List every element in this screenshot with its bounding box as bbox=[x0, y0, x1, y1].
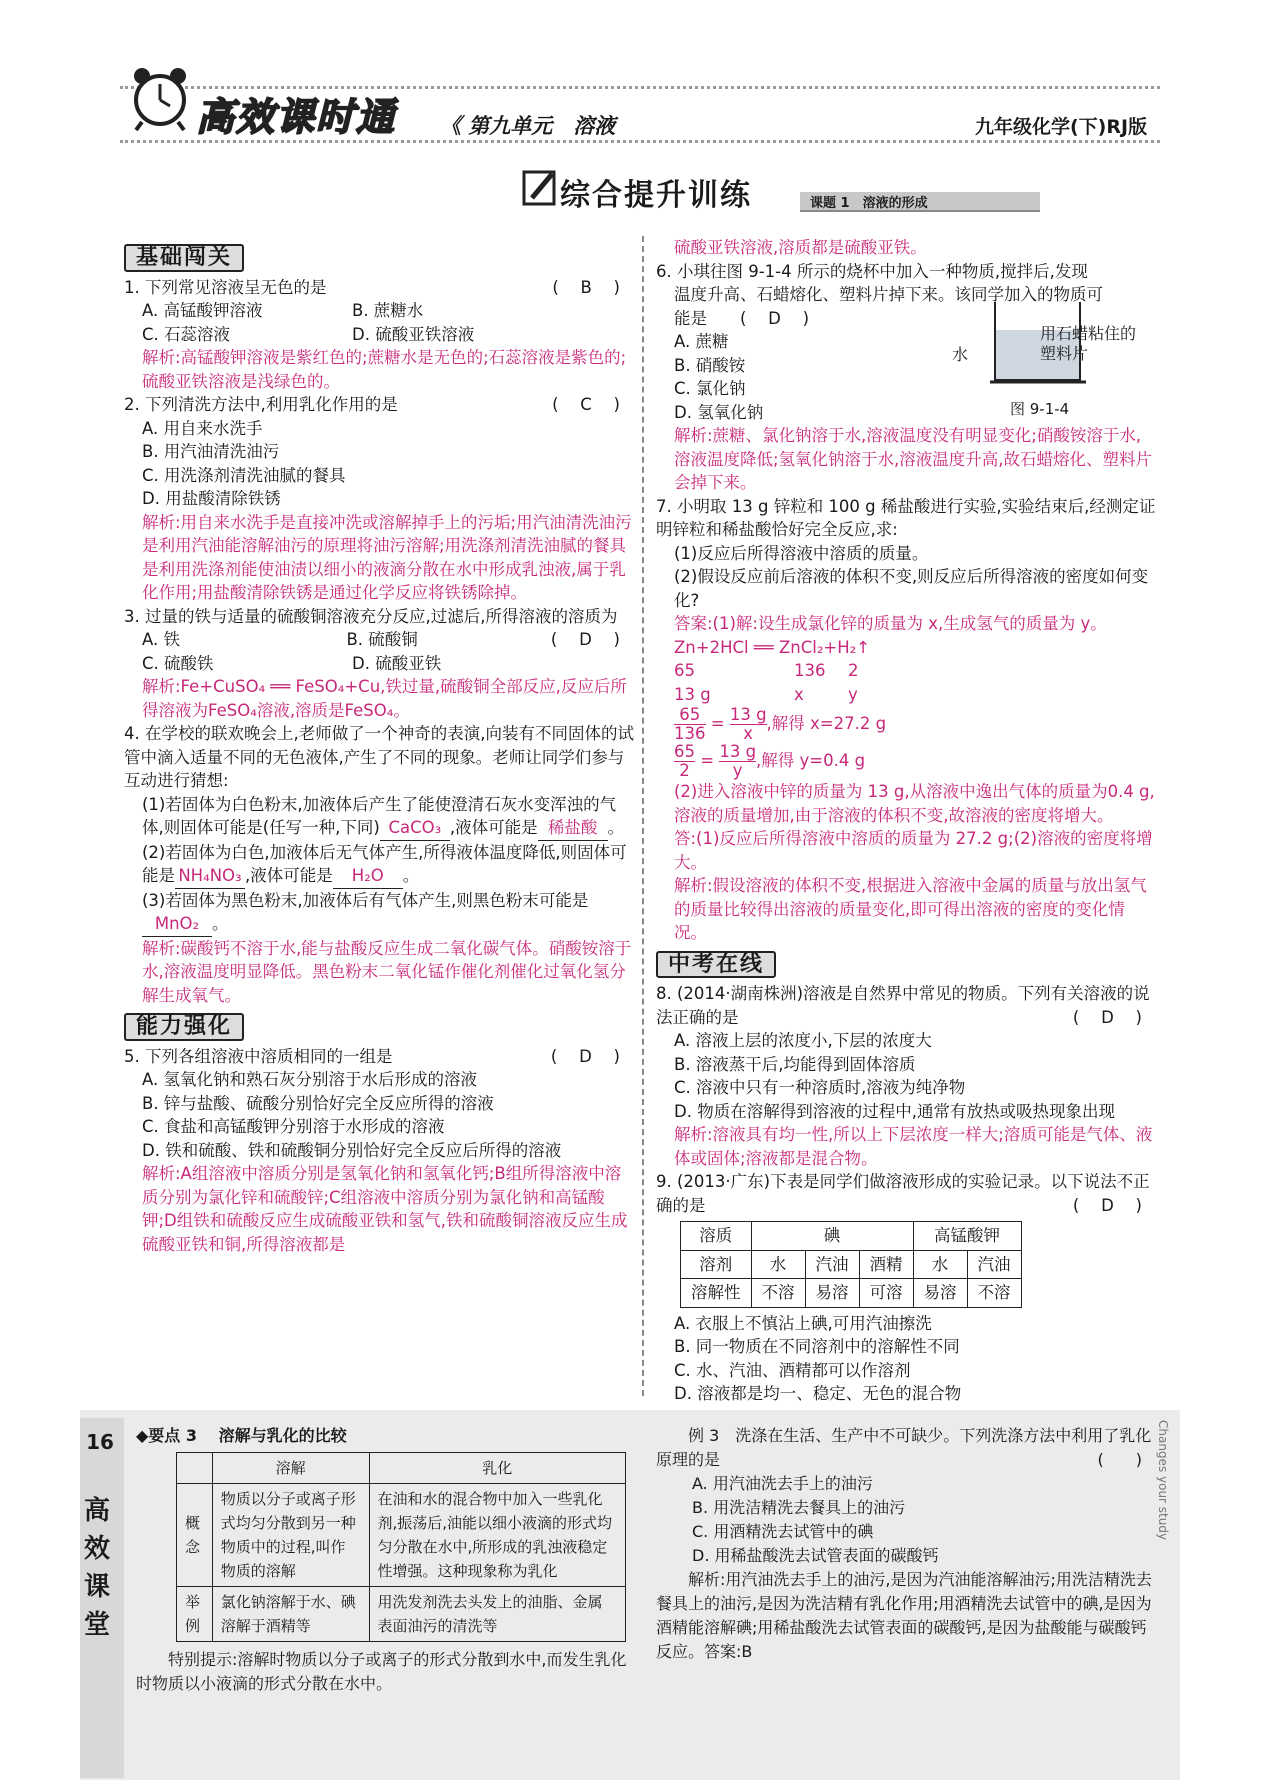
option: C. 水、汽油、酒精都可以作溶剂 bbox=[674, 1360, 911, 1380]
analysis: 解析:高锰酸钾溶液是紫红色的;蔗糖水是无色的;石蕊溶液是紫色的;硫酸亚铁溶液是浅绿色的。 bbox=[142, 348, 627, 391]
question-2: 2. 下列清洗方法中,利用乳化作用的是 ( C ) bbox=[124, 395, 620, 414]
analysis: 解析:假设溶液的体积不变,根据进入溶液中金属的质量与放出氢气的质量比较得出溶液的质量变化,即可得出溶液的密度的变化情况。 bbox=[674, 876, 1147, 942]
side-char: 课 bbox=[84, 1572, 111, 1602]
option: A. 铁 bbox=[142, 630, 180, 649]
question-3: 3. 过量的铁与适量的硫酸铜溶液充分反应,过滤后,所得溶液的溶质为 ( D ) bbox=[124, 606, 620, 649]
option: A. 高锰酸钾溶液 bbox=[142, 301, 263, 320]
analysis: 解析:溶液具有均一性,所以上下层浓度一样大;溶质可能是气体、液体或固体;溶液都是混合物。 bbox=[674, 1125, 1153, 1168]
side-char: 效 bbox=[84, 1534, 111, 1564]
question-6-line: 温度升高、石蜡熔化、塑料片掉下来。该同学加入的物质可 bbox=[674, 285, 1103, 304]
option: D. 硫酸亚铁溶液 bbox=[352, 324, 475, 344]
key-point bbox=[136, 1424, 636, 1696]
option: B. 硝酸铵 bbox=[674, 355, 746, 375]
vertical-slogan: Changes your study bbox=[1156, 1420, 1170, 1541]
special-tip: 特别提示:溶解时物质以分子或离子的形式分散到水中,而发生乳化时物质以小液滴的形式分散在水中。 bbox=[136, 1650, 627, 1693]
column-divider bbox=[642, 236, 644, 1396]
analysis: 解析:Fe+CuSO₄ ══ FeSO₄+Cu,铁过量,硫酸铜全部反应,反应后所得溶液为FeSO₄溶液,溶质是FeSO₄。 bbox=[142, 677, 627, 720]
option: A. 用自来水洗手 bbox=[142, 418, 263, 438]
option: C. 用酒精洗去试管中的碘 bbox=[692, 1522, 874, 1541]
section-badge-exam: 中考在线 bbox=[656, 951, 776, 979]
unit-title: 《 第九单元 溶液 bbox=[440, 114, 616, 138]
option: B. 用洗洁精洗去餐具上的油污 bbox=[692, 1498, 906, 1517]
option: A. 氢氧化钠和熟石灰分别溶于水后形成的溶液 bbox=[142, 1070, 477, 1089]
solubility-table: 溶质 碘 高锰酸钾 溶剂 水 汽油 酒精 水 汽油 溶解性 不溶 易溶 可溶 易溶 不溶 bbox=[680, 1221, 1022, 1308]
question-4-part-3: (3)若固体为黑色粉末,加液体后有气体产生,则黑色粉末可能是MnO₂ 。 bbox=[124, 889, 634, 937]
option: B. 同一物质在不同溶剂中的溶解性不同 bbox=[674, 1337, 960, 1356]
question-7-part: (1)反应后所得溶液中溶质的质量。 bbox=[674, 543, 929, 563]
topic-label: 课题 1 溶液的形成 bbox=[810, 196, 928, 211]
analysis: 解析:碳酸钙不溶于水,能与盐酸反应生成二氧化碳气体。硝酸铵溶于水,溶液温度明显降低。黑色粉末二氧化锰作催化剂催化过氧化氢分解生成氧气。 bbox=[142, 938, 632, 1005]
question-4-part-2: (2)若固体为白色,加液体后无气体产生,所得液体温度降低,则固体可能是 NH₄NO₃ ,液体可能是 H₂O 。 bbox=[124, 841, 634, 889]
fraction-equation: $\frac{65}{2}$ = $\frac{13 g}{y}$ ,解得 y=0.4 g bbox=[674, 742, 866, 780]
question-4: 4. 在学校的联欢晚会上,老师做了一个神奇的表演,向装有不同固体的试管中滴入适量不同的无色液体,产生了不同的现象。老师让同学们参与互动进行猜想: bbox=[124, 724, 634, 790]
section-badge-ability: 能力强化 bbox=[124, 1013, 244, 1041]
analysis-continued: 硫酸亚铁溶液,溶质都是硫酸亚铁。 bbox=[674, 238, 927, 257]
question-5: 5. 下列各组溶液中溶质相同的一组是 ( D ) bbox=[124, 1046, 620, 1066]
question-7-part: (2)假设反应前后溶液的体积不变,则反应后所得溶液的密度如何变化? bbox=[674, 567, 1149, 610]
option: C. 氯化钠 bbox=[674, 379, 746, 398]
example-3 bbox=[656, 1424, 1156, 1664]
comparison-table: 溶解 乳化 概念 物质以分子或离子形式均匀分散到另一种物质中的过程,叫作物质的溶解 在油和水的混合物中加入一些乳化剂,振荡后,油能以细小液滴的形式均匀分散在水中,所形成的乳浊液稳定性增强。这种现象称为乳化 举例 氯化钠溶解于水、碘溶解于酒精等 用洗发剂洗去头发上的油脂、金属表面油污的清洗等 bbox=[176, 1452, 626, 1642]
option: C. 石蕊溶液 bbox=[142, 324, 231, 344]
analysis: 解析:A组溶液中溶质分别是氢氧化钠和氢氧化钙;B组所得溶液中溶质分别为氯化锌和硫酸锌;C组溶液中溶质分别为氯化钠和高锰酸钾;D组铁和硫酸反应生成硫酸亚铁和氢气,铁和硫酸铜溶液反应生成硫酸亚铁和铜,所得溶液都是 bbox=[142, 1164, 628, 1254]
question-6-line: 能是 ( D ) bbox=[674, 308, 810, 328]
page-number: 16 bbox=[86, 1430, 114, 1454]
answer: (2)进入溶液中锌的质量为 13 g,从溶液中逸出气体的质量为0.4 g,溶液的质量增加,由于溶液的体积不变,故溶液的密度将增大。 bbox=[674, 782, 1155, 825]
option: D. 硫酸亚铁 bbox=[352, 653, 442, 673]
option: C. 硫酸铁 bbox=[142, 653, 214, 673]
key-point-title: ◆要点 3 溶解与乳化的比较 bbox=[136, 1426, 347, 1445]
example-stem: 例 3 洗涤在生活、生产中不可缺少。下列洗涤方法中利用了乳化原理的是 ( ) bbox=[656, 1426, 1152, 1469]
section-title: 综合提升训练 bbox=[560, 178, 752, 213]
question-1: 1. 下列常见溶液呈无色的是 ( B ) bbox=[124, 277, 620, 297]
option: D. 用盐酸清除铁锈 bbox=[142, 489, 281, 508]
option: A. 衣服上不慎沾上碘,可用汽油擦洗 bbox=[674, 1313, 932, 1333]
answer: 答案:(1)解:设生成氯化锌的质量为 x,生成氢气的质量为 y。 bbox=[674, 614, 1107, 633]
option: D. 氢氧化钠 bbox=[674, 402, 764, 422]
option: A. 用汽油洗去手上的油污 bbox=[692, 1474, 873, 1493]
option: B. 硫酸铜 bbox=[346, 630, 418, 649]
brand-logo: 高效课时通 bbox=[196, 95, 397, 139]
side-char: 堂 bbox=[84, 1610, 111, 1640]
option: A. 蔗糖 bbox=[674, 332, 729, 351]
figure-9-1-4 bbox=[940, 300, 1150, 420]
option: B. 用汽油清洗油污 bbox=[142, 442, 280, 461]
grade-label: 九年级化学(下)RJ版 bbox=[975, 116, 1148, 138]
equation-row: 65 136 2 bbox=[674, 661, 859, 680]
figure-wax-label: 用石蜡粘住的塑料片 bbox=[1040, 324, 1137, 363]
fraction-equation: $\frac{65}{136}$ = $\frac{13 g}{x}$ ,解得 x=27.2 g bbox=[674, 705, 887, 743]
question-7: 7. 小明取 13 g 锌粒和 100 g 稀盐酸进行实验,实验结束后,经测定证明锌粒和稀盐酸恰好完全反应,求: bbox=[656, 496, 1156, 539]
question-9: 9. (2013·广东)下表是同学们做溶液形成的实验记录。以下说法不正确的是 ( D ) bbox=[656, 1172, 1150, 1215]
option: D. 溶液都是均一、稳定、无色的混合物 bbox=[674, 1384, 962, 1403]
option: B. 蔗糖水 bbox=[352, 301, 424, 320]
section-badge-basic: 基础闯关 bbox=[124, 244, 244, 272]
figure-caption: 图 9-1-4 bbox=[1010, 400, 1070, 418]
answer: 答:(1)反应后所得溶液中溶质的质量为 27.2 g;(2)溶液的密度将增大。 bbox=[674, 829, 1153, 872]
question-6: 6. 小琪往图 9-1-4 所示的烧杯中加入一种物质,搅拌后,发现 bbox=[656, 261, 1088, 281]
analysis: 解析:用自来水洗手是直接冲洗或溶解掉手上的污垢;用汽油清洗油污是利用汽油能溶解油污的原理将油污溶解;用洗涤剂清洗油腻的餐具是利用洗涤剂能使油渍以细小的液滴分散在水中形成乳浊液,属于乳化作用;用盐酸清除铁锈是通过化学反应将铁锈除掉。 bbox=[142, 512, 632, 602]
option: D. 铁和硫酸、铁和硫酸铜分别恰好完全反应后所得的溶液 bbox=[142, 1140, 562, 1160]
example-analysis: 解析:用汽油洗去手上的油污,是因为汽油能溶解油污;用洗洁精洗去餐具上的油污,是因为洗洁精有乳化作用;用酒精洗去试管中的碘,是因为酒精能溶解碘;用稀盐酸洗去试管表面的碳酸钙,是因为盐酸能与碳酸钙反应。答案:B bbox=[656, 1570, 1152, 1661]
alarm-clock-icon bbox=[128, 62, 190, 132]
option: D. 物质在溶解得到溶液的过程中,通常有放热或吸热现象出现 bbox=[674, 1101, 1115, 1121]
option: D. 用稀盐酸洗去试管表面的碳酸钙 bbox=[692, 1546, 939, 1565]
analysis: 解析:蔗糖、氯化钠溶于水,溶液温度没有明显变化;硝酸铵溶于水,溶液温度降低;氢氧化钠溶于水,溶液温度升高,故石蜡熔化、塑料片会掉下来。 bbox=[674, 426, 1153, 492]
pencil-icon bbox=[522, 168, 558, 208]
question-4-part-1: (1)若固体为白色粉末,加液体后产生了能使澄清石灰水变浑浊的气体,则固体可能是(任写一种,下同) CaCO₃ ,液体可能是 稀盐酸 。 bbox=[124, 793, 634, 841]
option: C. 用洗涤剂清洗油腻的餐具 bbox=[142, 465, 346, 485]
option: C. 溶液中只有一种溶质时,溶液为纯净物 bbox=[674, 1078, 966, 1097]
figure-water-label: 水 bbox=[952, 345, 969, 364]
side-char: 高 bbox=[84, 1496, 111, 1526]
left-column bbox=[124, 244, 634, 1256]
option: C. 食盐和高锰酸钾分别溶于水形成的溶液 bbox=[142, 1117, 445, 1136]
equation-row: 13 g x y bbox=[674, 684, 858, 704]
option: A. 溶液上层的浓度小,下层的浓度大 bbox=[674, 1031, 932, 1050]
option: B. 锌与盐酸、硫酸分别恰好完全反应所得的溶液 bbox=[142, 1093, 494, 1113]
option: B. 溶液蒸干后,均能得到固体溶质 bbox=[674, 1054, 916, 1074]
question-8: 8. (2014·湖南株洲)溶液是自然界中常见的物质。下列有关溶液的说法正确的是 ( D ) bbox=[656, 984, 1150, 1027]
equation: Zn+2HCl ══ ZnCl₂+H₂↑ bbox=[674, 637, 871, 657]
